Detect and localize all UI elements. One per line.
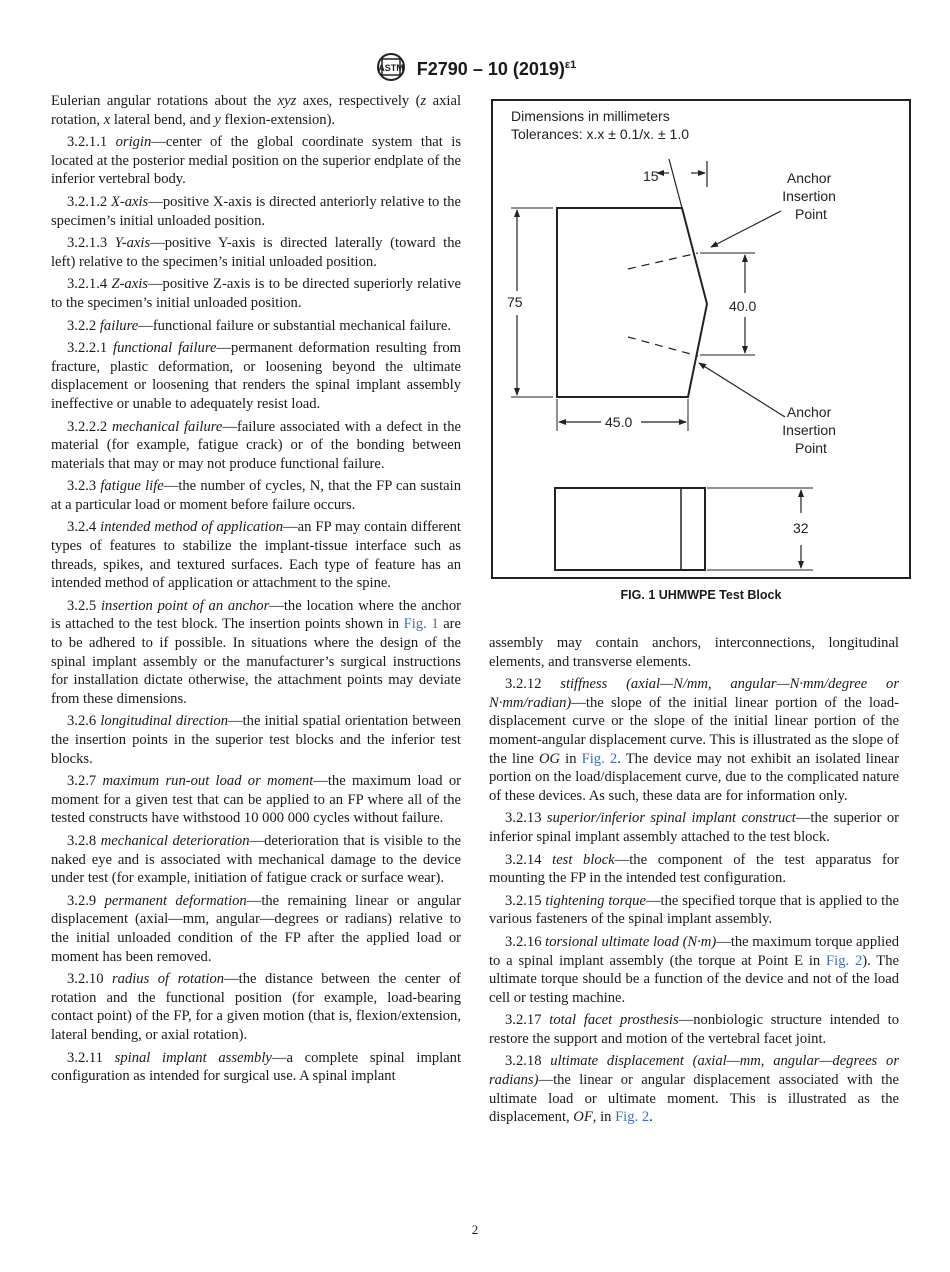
- paragraph: [489, 1052, 899, 1126]
- section-number: 3.2.2: [67, 317, 97, 334]
- definition-text: —nonbiologic structure intended to restore the support and motion of the vertebral facet joint.: [489, 1012, 899, 1047]
- section-number: 3.2.6: [67, 713, 97, 730]
- defined-term: mechanical deterioration: [100, 832, 250, 849]
- epsilon-superscript: ε1: [564, 59, 577, 71]
- dim-thickness-label: 32: [793, 520, 809, 536]
- section-number: 3.2.12: [505, 676, 542, 693]
- definition-text: . The device may not exhibit an isolated linear portion on the load/displacement curve, due to the complicated nature of these devices. As such, these data are for information only.: [489, 750, 899, 804]
- section-number: 3.2.16: [505, 933, 542, 950]
- section-number: 3.2.18: [505, 1053, 542, 1070]
- paragraph: [51, 317, 461, 336]
- section-number: 3.2.8: [67, 832, 97, 849]
- definition-text: , in: [592, 1109, 616, 1126]
- page-number: 2: [471, 1222, 479, 1237]
- definition-text: —the linear or angular displacement associated with the ultimate load or ultimate moment. This is illustrated as the displacement,: [489, 1072, 899, 1126]
- definition-text: in: [560, 750, 582, 767]
- definition-text: —the component of the test apparatus for mounting the FP in the intended test configuration.: [489, 851, 899, 887]
- paragraph: [51, 970, 461, 1044]
- section-number: 3.2.2.1: [67, 340, 108, 357]
- paragraph: [51, 597, 461, 709]
- dim-width-label: 45.0: [605, 414, 633, 430]
- paragraph: [51, 339, 461, 413]
- paragraph: [489, 634, 899, 671]
- dim-angle-label: 15: [643, 168, 659, 184]
- defined-term: spinal implant assembly: [114, 1049, 272, 1066]
- defined-term: maximum run-out load or moment: [102, 773, 314, 790]
- svg-text:ASTM: ASTM: [378, 63, 404, 73]
- defined-term: mechanical failure: [111, 418, 223, 435]
- anchor-label-bottom: Anchor Insertion Point: [782, 404, 836, 456]
- paragraph: [51, 772, 461, 828]
- paragraph: [489, 933, 899, 1007]
- paragraph: [51, 477, 461, 514]
- axis-symbol: xyz: [277, 93, 297, 109]
- defined-term: longitudinal direction: [100, 713, 228, 730]
- defined-term: test block: [552, 851, 615, 868]
- axis-symbol: y: [214, 111, 221, 128]
- defined-term: fatigue life: [100, 478, 164, 495]
- definition-text: —center of the global coordinate system that is located at the posterior medial position on the superior endplate of the inferior vertebral body.: [51, 134, 461, 188]
- right-column: [489, 634, 899, 1131]
- paragraph-text: Eulerian angular rotations about the: [51, 93, 278, 109]
- section-number: 3.2.14: [505, 851, 542, 868]
- section-number: 3.2.1.4: [67, 276, 108, 293]
- definition-text: —functional failure or substantial mechanical failure.: [138, 317, 452, 334]
- section-number: 3.2.17: [505, 1012, 542, 1029]
- paragraph: [51, 1049, 461, 1086]
- figure-link[interactable]: Fig. 2: [826, 952, 863, 969]
- definition-text: —the number of cycles, N, that the FP can sustain at a particular load or moment before failure occurs.: [51, 478, 461, 513]
- dim-height-label: 75: [507, 294, 523, 310]
- section-number: 3.2.5: [67, 597, 97, 614]
- section-number: 3.2.7: [67, 773, 97, 790]
- figure-caption: FIG. 1 UHMWPE Test Block: [620, 588, 782, 602]
- section-number: 3.2.1.1: [67, 134, 108, 151]
- left-column: [51, 92, 461, 1090]
- test-block-side-view: [555, 488, 705, 570]
- paragraph: [489, 809, 899, 846]
- paragraph: [51, 832, 461, 888]
- line-symbol: OG: [538, 750, 561, 767]
- paragraph-text: flexion-extension).: [220, 111, 336, 128]
- figure-link[interactable]: Fig. 2: [581, 750, 618, 767]
- definition-text: —the remaining linear or angular displacement (axial—mm, angular—degrees or radians) relative to the initial unloaded condition of the FP after the applied load or moment has been removed.: [51, 892, 461, 965]
- definition-text: —deterioration that is visible to the naked eye and is associated with mechanical damage to the device under test (for example, initiation of fatigue crack or surface wear).: [51, 832, 462, 887]
- section-number: 3.2.10: [67, 971, 104, 988]
- defined-term: X-axis: [110, 193, 149, 210]
- paragraph: [51, 712, 461, 768]
- definition-text: —the slope of the initial linear portion of the load-displacement curve or the slope of the initial linear portion of the moment-angular displacement curve. This is illustrated as the slope of the line: [489, 694, 899, 767]
- designation: F2790 – 10 $(2019)^{\varepsilon 1}$: [416, 59, 577, 79]
- defined-term: stiffness (axial—N/mm, angular—N·mm/degree or N·mm/radian): [489, 676, 899, 711]
- dim-spacing-label: 40.0: [729, 298, 757, 314]
- definition-text: —a complete spinal implant configuration as intended for surgical use. A spinal implant: [51, 1049, 462, 1085]
- paragraph: [51, 518, 461, 592]
- definition-text: are to be adhered to if possible. In situations where the design of the spinal implant assembly or the manufacturer’s surgical instructions for installation dictate otherwise, the attachment points may deviate from these dimensions.: [51, 616, 462, 707]
- paragraph: [489, 675, 899, 805]
- definition-text: —positive Z-axis is to be directed superiorly relative to the specimen’s initial unloaded position.: [51, 276, 461, 311]
- paragraph: [51, 234, 461, 271]
- paragraph: [489, 1011, 899, 1048]
- paragraph: [51, 193, 461, 230]
- paragraph: [489, 892, 899, 929]
- defined-term: origin: [115, 134, 152, 151]
- test-block-outline: [557, 208, 707, 397]
- paragraph: [51, 275, 461, 312]
- definition-text: —an FP may contain different types of features to stabilize the implant-tissue interface such as threads, spikes, and textured surfaces. Each type of feature has an intended method of application or attachment to the spine.: [51, 519, 461, 592]
- section-number: 3.2.2.2: [67, 418, 108, 435]
- paragraph: [489, 851, 899, 888]
- defined-term: permanent deformation: [104, 892, 247, 909]
- definition-text: —the specified torque that is applied to the various fasteners of the spinal implant assembly.: [489, 892, 900, 928]
- definition-text: —the maximum load or moment for a given test that can be applied to an FP where all of the tested constructs have withstood 10 000 000 cycles without failure.: [51, 773, 461, 827]
- section-number: 3.2.1.3: [67, 235, 108, 252]
- defined-term: total facet prosthesis: [549, 1012, 679, 1029]
- section-number: 3.2.13: [505, 810, 542, 827]
- paragraph: [51, 133, 461, 189]
- definition-text: —positive Y-axis is directed laterally (toward the left) relative to the specimen’s initial unloaded position.: [51, 235, 461, 270]
- defined-term: intended method of application: [100, 519, 284, 536]
- figure-link[interactable]: Fig. 2: [615, 1109, 650, 1126]
- figure-note-tolerances: Tolerances: x.x ± 0.1/x. ± 1.0: [511, 126, 690, 142]
- defined-term: ultimate displacement (axial—mm, angular—degrees or radians): [489, 1053, 899, 1089]
- section-number: 3.2.11: [67, 1049, 103, 1066]
- figure-link[interactable]: Fig. 1: [403, 616, 439, 633]
- paragraph-text: lateral bend, and: [110, 111, 215, 128]
- definition-text: —the distance between the center of rotation and the functional position (for example, load-bearing contact point) of the FP, for a given motion (that is, flexion/extension, lateral bending, or axial rotation).: [51, 971, 461, 1043]
- axis-symbol: x: [103, 111, 111, 128]
- defined-term: insertion point of an anchor: [100, 597, 270, 614]
- definition-text: —the maximum torque applied to a spinal implant assembly (the torque at Point E in: [489, 933, 900, 969]
- definition-text: —permanent deformation resulting from fracture, plastic deformation, or loosening beyond the ultimate displacement or loosening that renders the spinal implant assembly ineffective or unable to adequately resist load.: [51, 340, 462, 412]
- definition-text: ). The ultimate torque should be a function of the device and not of the load cell or testing machine.: [489, 952, 899, 1006]
- paragraph: [51, 892, 461, 966]
- definition-text: —positive X-axis is directed anteriorly relative to the specimen’s initial unloaded position.: [51, 193, 461, 229]
- figure-note-units: Dimensions in millimeters: [511, 108, 670, 124]
- section-number: 3.2.9: [67, 892, 97, 909]
- section-number: 3.2.1.2: [67, 193, 108, 210]
- definition-text: —the location where the anchor is attached to the test block. The insertion points shown in: [51, 597, 461, 633]
- definition-text: .: [649, 1109, 653, 1126]
- axis-symbol: z: [420, 93, 427, 109]
- paragraph-text: axial rotation,: [51, 93, 462, 128]
- definition-text: —failure associated with a defect in the material (for example, fatigue crack) or of the bonding between materials that may or may not produce functional failure.: [51, 418, 461, 472]
- figure-1: [491, 99, 911, 579]
- line-symbol: OF: [573, 1109, 593, 1126]
- defined-term: torsional ultimate load (N·m): [545, 933, 717, 950]
- defined-term: functional failure: [113, 340, 217, 357]
- defined-term: Z-axis: [111, 276, 148, 293]
- paragraph: [51, 92, 461, 129]
- paragraph: [51, 418, 461, 474]
- section-number: 3.2.15: [505, 892, 542, 909]
- page-header: [0, 52, 950, 87]
- astm-logo-icon: [374, 52, 408, 87]
- paragraph-text: axes, respectively (: [296, 93, 421, 109]
- defined-term: radius of rotation: [111, 971, 225, 988]
- defined-term: failure: [99, 317, 139, 334]
- definition-text: —the superior or inferior spinal implant assembly attached to the test block.: [489, 810, 899, 845]
- section-number: 3.2.4: [67, 519, 97, 536]
- defined-term: Y-axis: [114, 235, 151, 252]
- definition-text: —the initial spatial orientation between the insertion points in the superior test blocks and the inferior test blocks.: [51, 713, 461, 767]
- anchor-label-top: Anchor Insertion Point: [782, 170, 836, 222]
- section-number: 3.2.3: [67, 478, 97, 495]
- defined-term: tightening torque: [545, 892, 646, 909]
- defined-term: superior/inferior spinal implant construct: [546, 810, 796, 827]
- paragraph-text: assembly may contain anchors, interconnections, longitudinal elements, and transverse elements.: [489, 635, 899, 670]
